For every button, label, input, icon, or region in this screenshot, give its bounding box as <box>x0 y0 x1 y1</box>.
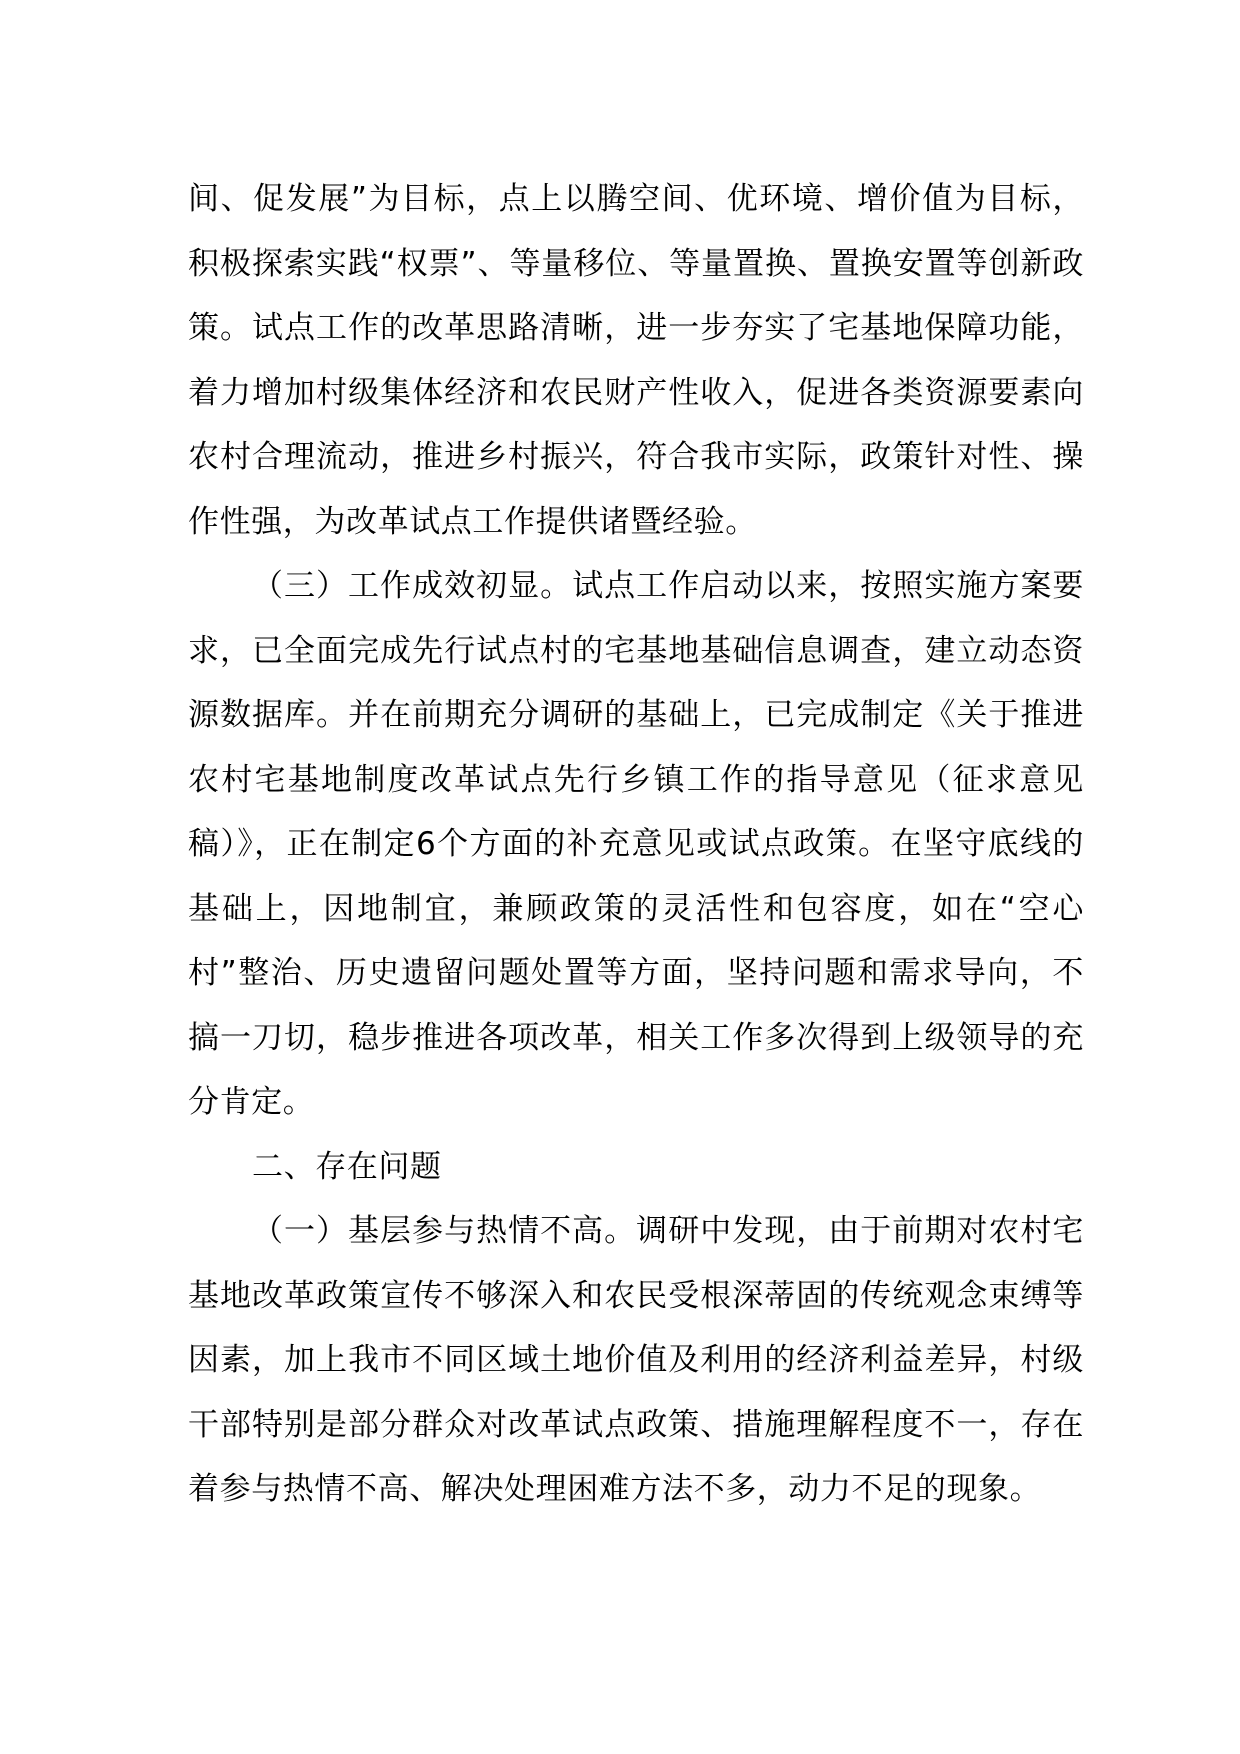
document-body <box>188 167 1084 1522</box>
paragraph-work-results: （三）工作成效初显。试点工作启动以来，按照实施方案要求，已全面完成先行试点村的宅基地基础信息调查，建立动态资源数据库。并在前期充分调研的基础上，已完成制定《关于推进农村宅基地制度改革试点先行乡镇工作的指导意见（征求意见稿）》，正在制定6个方面的补充意见或试点政策。在坚守底线的基础上，因地制宜，兼顾政策的灵活性和包容度，如在“空心村”整治、历史遗留问题处置等方面，坚持问题和需求导向，不搞一刀切，稳步推进各项改革，相关工作多次得到上级领导的充分肯定。 <box>188 568 1084 1120</box>
paragraph-grassroots-participation: （一）基层参与热情不高。调研中发现，由于前期对农村宅基地改革政策宣传不够深入和农民受根深蒂固的传统观念束缚等因素，加上我市不同区域土地价值及利用的经济利益差异，村级干部特别是部分群众对改革试点政策、措施理解程度不一，存在着参与热情不高、解决处理困难方法不多，动力不足的现象。 <box>188 1213 1084 1507</box>
paragraph-continuation: 间、促发展”为目标，点上以腾空间、优环境、增价值为目标，积极探索实践“权票”、等量移位、等量置换、置换安置等创新政策。试点工作的改革思路清晰，进一步夯实了宅基地保障功能，着力增加村级集体经济和农民财产性收入，促进各类资源要素向农村合理流动，推进乡村振兴，符合我市实际，政策针对性、操作性强，为改革试点工作提供诸暨经验。 <box>188 181 1084 540</box>
section-heading-existing-problems: 二、存在问题 <box>252 1148 442 1185</box>
